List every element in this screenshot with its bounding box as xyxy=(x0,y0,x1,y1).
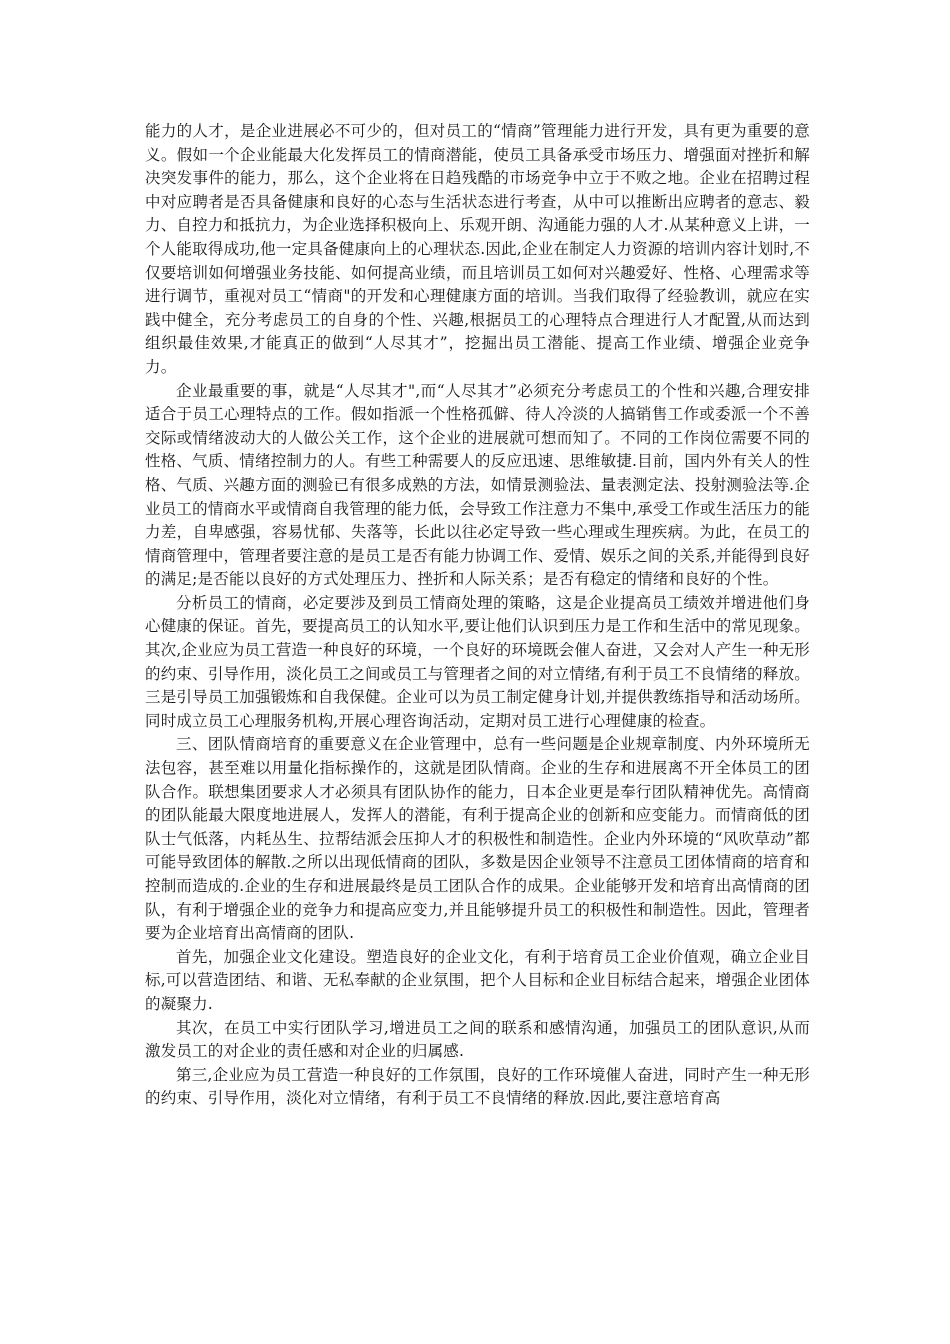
document-page xyxy=(145,120,810,1111)
paragraph-6: 其次，在员工中实行团队学习,增进员工之间的联系和感情沟通，加强员工的团队意识,从而激发员工的对企业的责任感和对企业的归属感. xyxy=(145,1018,810,1061)
paragraph-2: 企业最重要的事，就是“人尽其才",而“人尽其才”必须充分考虑员工的个性和兴趣,合理安排适合于员工心理特点的工作。假如指派一个性格孤僻、待人冷淡的人搞销售工作或委派一个不善交际或情绪波动大的人做公关工作，这个企业的进展就可想而知了。不同的工作岗位需要不同的性格、气质、情绪控制力的人。有些工种需要人的反应迅速、思维敏捷.目前，国内外有关人的性格、气质、兴趣方面的测验已有很多成熟的方法，如情景测验法、量表测定法、投射测验法等.企业员工的情商水平或情商自我管理的能力低，会导致工作注意力不集中,承受工作或生活压力的能力差，自卑感强，容易忧郁、失落等，长此以往必定导致一些心理或生理疾病。为此，在员工的情商管理中，管理者要注意的是员工是否有能力协调工作、爱情、娱乐之间的关系,并能得到良好的满足;是否能以良好的方式处理压力、挫折和人际关系；是否有稳定的情绪和良好的个性。 xyxy=(145,381,810,589)
paragraph-1: 能力的人才，是企业进展必不可少的，但对员工的“情商”管理能力进行开发，具有更为重要的意义。假如一个企业能最大化发挥员工的情商潜能，使员工具备承受市场压力、增强面对挫折和解决突发事件的能力，那么，这个企业将在日趋残酷的市场竞争中立于不败之地。企业在招聘过程中对应聘者是否具备健康和良好的心态与生活状态进行考查，从中可以推断出应聘者的意志、毅力、自控力和抵抗力，为企业选择积极向上、乐观开朗、沟通能力强的人才.从某种意义上讲，一个人能取得成功,他一定具备健康向上的心理状态.因此,企业在制定人力资源的培训内容计划时,不仅要培训如何增强业务技能、如何提高业绩，而且培训员工如何对兴趣爱好、性格、心理需求等进行调节，重视对员工“情商"的开发和心理健康方面的培训。当我们取得了经验教训，就应在实践中健全，充分考虑员工的自身的个性、兴趣,根据员工的心理特点合理进行人才配置,从而达到组织最佳效果,才能真正的做到“人尽其才”，挖掘出员工潜能、提高工作业绩、增强企业竞争力。 xyxy=(145,122,810,376)
paragraph-3: 分析员工的情商，必定要涉及到员工情商处理的策略，这是企业提高员工绩效并增进他们身心健康的保证。首先，要提高员工的认知水平,要让他们认识到压力是工作和生活中的常见现象。其次,企业应为员工营造一种良好的环境，一个良好的环境既会催人奋进，又会对人产生一种无形的约束、引导作用，淡化员工之间或员工与管理者之间的对立情绪,有利于员工不良情绪的释放。三是引导员工加强锻炼和自我保健。企业可以为员工制定健身计划,并提供教练指导和活动场所。同时成立员工心理服务机构,开展心理咨询活动，定期对员工进行心理健康的检查。 xyxy=(145,593,810,730)
paragraph-5: 首先，加强企业文化建设。塑造良好的企业文化，有利于培育员工企业价值观，确立企业目标,可以营造团结、和谐、无私奉献的企业氛围，把个人目标和企业目标结合起来，增强企业团体的凝聚力. xyxy=(145,947,810,1013)
paragraph-4: 三、团队情商培育的重要意义在企业管理中，总有一些问题是企业规章制度、内外环境所无法包容，甚至难以用量化指标操作的，这就是团队情商。企业的生存和进展离不开全体员工的团队合作。联想集团要求人才必须具有团队协作的能力，日本企业更是奉行团队精神优先。高情商的团队能最大限度地进展人，发挥人的潜能，有利于提高企业的创新和应变能力。而情商低的团队士气低落，内耗丛生、拉帮结派会压抑人才的积极性和制造性。企业内外环境的“风吹草动”都可能导致团体的解散.之所以出现低情商的团队，多数是因企业领导不注意员工团体情商的培育和控制而造成的.企业的生存和进展最终是员工团队合作的成果。企业能够开发和培育出高情商的团队，有利于增强企业的竞争力和提高应变力,并且能够提升员工的积极性和制造性。因此，管理者要为企业培育出高情商的团队. xyxy=(145,735,810,943)
paragraph-7: 第三,企业应为员工营造一种良好的工作氛围，良好的工作环境催人奋进，同时产生一种无形的约束、引导作用，淡化对立情绪，有利于员工不良情绪的释放.因此,要注意培育高 xyxy=(145,1065,810,1108)
